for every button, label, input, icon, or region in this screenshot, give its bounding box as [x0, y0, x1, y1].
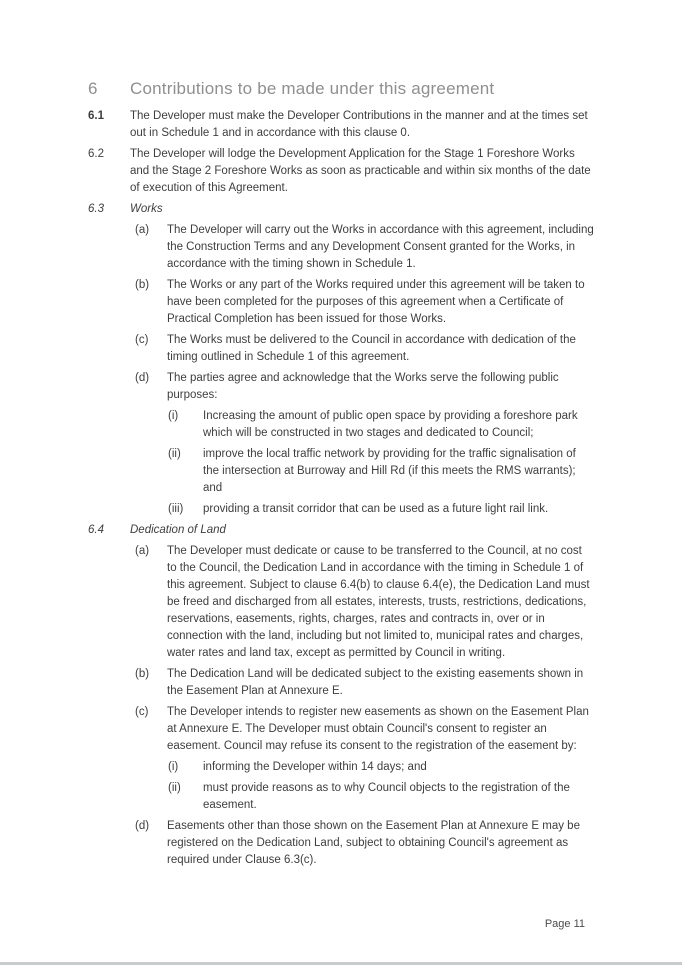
subclause-marker: (a) [135, 224, 150, 236]
clause-6-3-item-c [135, 332, 594, 366]
clause-6-2 [88, 146, 594, 197]
clause-6-4-item-c [135, 704, 594, 755]
clause-6-4-heading [88, 522, 594, 539]
page-number: Page 11 [544, 918, 585, 930]
clause-6-4-item-c-i [168, 759, 594, 776]
list-marker: (i) [168, 761, 179, 773]
subclause-marker: (b) [135, 279, 150, 291]
subclause-text: The parties agree and acknowledge that the Works serve the following public purposes: [167, 372, 559, 401]
list-marker: (ii) [168, 448, 181, 460]
clause-title: Works [130, 203, 163, 215]
clause-6-4-item-c-ii [168, 780, 594, 814]
clause-text: The Developer will lodge the Development Application for the Stage 1 Foreshore Works and the Stage 2 Foreshore Works as soon as practicable and within six months of the date of execution of this Agreement. [130, 148, 591, 194]
subclause-marker: (c) [135, 706, 149, 718]
list-text: improve the local traffic network by providing for the traffic signalisation of the intersection at Burroway and Hill Rd (if this meets the RMS warrants); and [203, 448, 576, 494]
clause-6-3-item-d-ii [168, 446, 594, 497]
clause-6-3-item-d-iii [168, 501, 594, 518]
clause-6-4-item-d [135, 818, 594, 869]
clause-number: 6.2 [88, 148, 104, 160]
list-text: providing a transit corridor that can be used as a future light rail link. [203, 503, 549, 515]
section-heading-number: 6 [88, 79, 98, 98]
clause-number: 6.1 [88, 110, 104, 122]
subclause-text: The Dedication Land will be dedicated subject to the existing easements shown in the Easement Plan at Annexure E. [167, 668, 584, 697]
list-marker: (ii) [168, 782, 181, 794]
subclause-marker: (a) [135, 545, 150, 557]
clause-6-1 [88, 108, 594, 142]
clause-number: 6.4 [88, 524, 104, 536]
subclause-text: The Developer must dedicate or cause to be transferred to the Council, at no cost to the Council, the Dedication Land in accordance with the timing in Schedule 1 of this agreement. Subject to clause 6.4(b) to clause 6.4(e), the Dedication Land must be freed and discharged from all estates, interests, trusts, restrictions, dedications, reservations, easements, rights, charges, rates and contracts in, over or in connection with the land, including but not limited to, municipal rates and charges, water rates and land tax, except as permitted by Council in writing. [167, 545, 590, 659]
subclause-marker: (c) [135, 334, 149, 346]
subclause-text: Easements other than those shown on the Easement Plan at Annexure E may be registered on the Dedication Land, subject to obtaining Council's agreement as required under Clause 6.3(c). [167, 820, 580, 866]
subclause-text: The Developer will carry out the Works in accordance with this agreement, including the Construction Terms and any Development Consent granted for the Works, in accordance with the timing shown in Schedule 1. [167, 224, 594, 270]
clause-6-3-item-a [135, 222, 594, 273]
list-text: must provide reasons as to why Council objects to the registration of the easement. [203, 782, 570, 811]
list-marker: (iii) [168, 503, 184, 515]
clause-6-3-item-b [135, 277, 594, 328]
clause-6-3-item-d [135, 370, 594, 404]
clause-6-4-item-b [135, 666, 594, 700]
section-heading-title: Contributions to be made under this agreement [130, 79, 495, 98]
list-marker: (i) [168, 410, 179, 422]
subclause-marker: (d) [135, 372, 150, 384]
subclause-text: The Works must be delivered to the Council in accordance with dedication of the timing outlined in Schedule 1 of this agreement. [167, 334, 576, 363]
clause-number: 6.3 [88, 203, 104, 215]
clause-text: The Developer must make the Developer Contributions in the manner and at the times set out in Schedule 1 and in accordance with this clause 0. [130, 110, 588, 139]
clause-title: Dedication of Land [130, 524, 226, 536]
subclause-text: The Developer intends to register new easements as shown on the Easement Plan at Annexure E. The Developer must obtain Council's consent to register an easement. Council may refuse its consent to the registration of the easement by: [167, 706, 589, 752]
section-heading [88, 79, 594, 99]
list-text: Increasing the amount of public open space by providing a foreshore park which will be constructed in two stages and dedicated to Council; [203, 410, 578, 439]
clause-6-3-heading [88, 201, 594, 218]
subclause-text: The Works or any part of the Works required under this agreement will be taken to have been completed for the purposes of this agreement when a Certificate of Practical Completion has been issued for those Works. [167, 279, 585, 325]
clause-6-3-item-d-i [168, 408, 594, 442]
document-content [88, 79, 594, 873]
subclause-marker: (d) [135, 820, 150, 832]
subclause-marker: (b) [135, 668, 150, 680]
clause-6-4-item-a [135, 543, 594, 662]
list-text: informing the Developer within 14 days; and [203, 761, 427, 773]
